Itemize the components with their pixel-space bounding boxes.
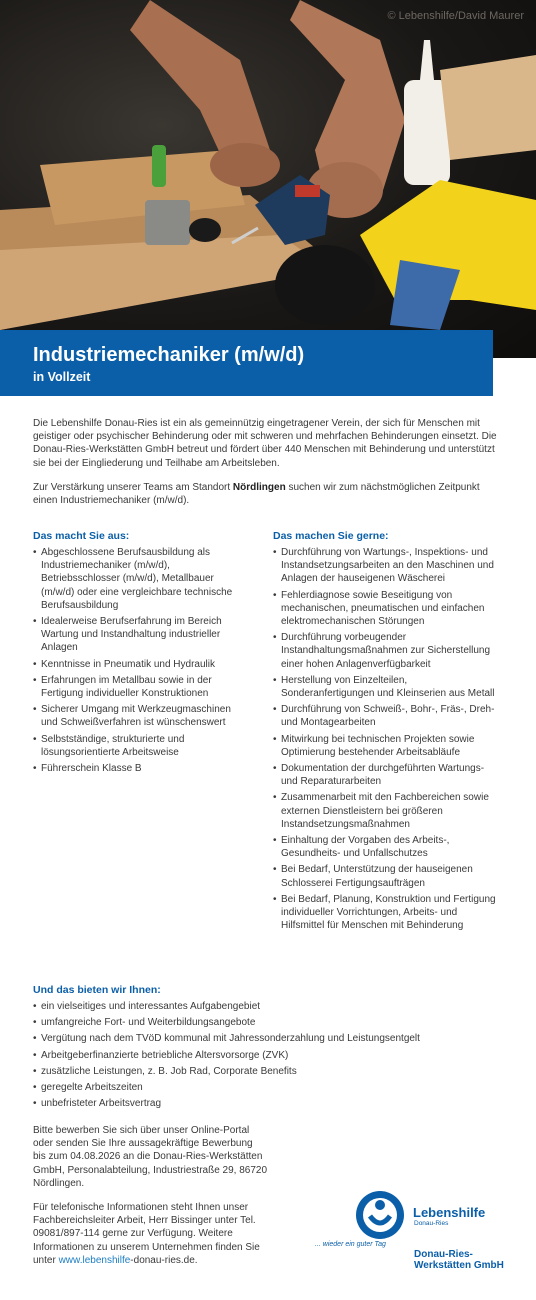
list-item: • zusätzliche Leistungen, z. B. Job Rad, Corporate Benefits — [33, 1065, 503, 1078]
apply-section — [33, 1124, 268, 1267]
list-item: • Kenntnisse in Pneumatik und Hydraulik — [33, 658, 243, 671]
list-item: • Idealerweise Berufserfahrung im Bereich Wartung und Instandhaltung industrieller Anlagen — [33, 615, 243, 655]
toggle-clamp — [145, 200, 190, 245]
profile-heading: Das macht Sie aus: — [33, 530, 130, 542]
job-subtitle: in Vollzeit — [33, 370, 91, 384]
list-item: • Zusammenarbeit mit den Fachbereichen sowie externen Dienstleistern bei größeren Instandsetzungsmaßnahmen — [273, 791, 498, 831]
profile-list — [33, 546, 243, 775]
list-item: • ein vielseitiges und interessantes Aufgabengebiet — [33, 1000, 503, 1013]
benefits-heading: Und das bieten wir Ihnen: — [33, 984, 161, 996]
list-item: • unbefristeter Arbeitsvertrag — [33, 1097, 503, 1110]
workshop-illustration — [0, 0, 536, 358]
tasks-section — [273, 530, 498, 935]
list-item: • Herstellung von Einzelteilen, Sonderanfertigungen und Kleinserien aus Metall — [273, 674, 498, 700]
list-item: • Dokumentation der durchgeführten Wartungs- und Reparaturarbeiten — [273, 762, 498, 788]
apply-paragraph-1: Bitte bewerben Sie sich über unser Online-Portal oder senden Sie Ihre aussagekräftige Bewerbung bis zum 04.08.2026 an die Donau-Ries-Werkstätten GmbH, Personalabteilung, Industriestraße 29, 86720 Nördlingen. — [33, 1125, 268, 1189]
list-item: • Bei Bedarf, Planung, Konstruktion und Fertigung individueller Vorrichtungen, Arbeits- und Hilfsmittel für Menschen mit Behinderung — [273, 893, 498, 933]
list-item: • Arbeitgeberfinanzierte betriebliche Altersvorsorge (ZVK) — [33, 1049, 503, 1062]
list-item: • Sicherer Umgang mit Werkzeugmaschinen und Schweißverfahren ist wünschenswert — [33, 703, 243, 729]
clamp-handle — [152, 145, 166, 187]
logo-region: Donau-Ries — [414, 1220, 449, 1227]
list-item: • Abgeschlossene Berufsausbildung als Industriemechaniker (m/w/d), Betriebsschlosser (m/w/d), Metallbauer (m/w/d) oder eine vergleichbare technische Berufsausbildung — [33, 546, 243, 612]
hero-photo — [0, 0, 536, 358]
apply-paragraph-2: Für telefonische Informationen steht Ihnen unser Fachbereichsleiter Arbeit, Herr Bissinger unter Tel. 09081/897-114 gerne zur Verfügung. Weitere Informationen zu unserem Unternehmen finden Sie unter www.lebenshilfe-donau-ries.de. — [33, 1202, 260, 1266]
list-item: • umfangreiche Fort- und Weiterbildungsangebote — [33, 1016, 503, 1029]
benefits-section — [33, 984, 503, 1113]
website-link[interactable]: www.lebenshilfe — [58, 1254, 131, 1266]
screwdriver-accent — [295, 185, 320, 197]
list-item: • geregelte Arbeitszeiten — [33, 1081, 503, 1094]
list-item: • Durchführung vorbeugender Instandhaltungsmaßnahmen zur Sicherstellung einer hohen Anlagenverfügbarkeit — [273, 631, 498, 671]
list-item: • Erfahrungen im Metallbau sowie in der Fertigung individueller Konstruktionen — [33, 674, 243, 700]
photo-credit-text: Lebenshilfe/David Maurer — [398, 10, 524, 22]
logo-name: Lebenshilfe — [413, 1205, 486, 1220]
blue-tool — [390, 260, 460, 330]
list-item: • Bei Bedarf, Unterstützung der hauseigenen Schlosserei Fertigungsaufträgen — [273, 863, 498, 889]
company-name: Donau-Ries-Werkstätten GmbH — [414, 1249, 504, 1271]
list-item: • Einhaltung der Vorgaben des Arbeits-, Gesundheits- und Unfallschutzes — [273, 834, 498, 860]
glue-nozzle — [420, 40, 434, 80]
tasks-heading: Das machen Sie gerne: — [273, 530, 389, 542]
job-title: Industriemechaniker (m/w/d) — [33, 344, 305, 366]
benefits-list — [33, 1000, 503, 1110]
profile-section — [33, 530, 243, 778]
list-item: • Führerschein Klasse B — [33, 762, 243, 775]
location-name: Nördlingen — [232, 481, 286, 493]
tasks-list — [273, 546, 498, 932]
list-item: • Durchführung von Wartungs-, Inspektions- und Instandsetzungsarbeiten an den Maschinen und Anlagen der hauseigenen Wäscherei — [273, 546, 498, 586]
list-item: • Durchführung von Schweiß-, Bohr-, Fräs-, Dreh- und Montagearbeiten — [273, 703, 498, 729]
wood-stack — [440, 55, 536, 160]
clamp-knob — [189, 218, 221, 242]
list-item: • Mitwirkung bei technischen Projekten sowie Optimierung bestehender Arbeitsabläufe — [273, 733, 498, 759]
logo-slogan: ... wieder ein guter Tag — [315, 1241, 386, 1248]
intro-paragraph-1: Die Lebenshilfe Donau-Ries ist ein als gemeinnützig eingetragener Verein, der sich für Menschen mit geistiger oder psychischer Behinderung oder mit schweren und mehrfachen Behinderungen einsetzt. Die Donau-Ries-Werkstätten GmbH betreut und fördert über 440 Menschen mit Behinderung und unterstützt sie bei der Eingliederung und Teilhabe am Arbeitsleben. — [33, 418, 497, 469]
left-hand — [210, 143, 280, 187]
intro-paragraph-2: Zur Verstärkung unserer Teams am Standort Nördlingen suchen wir zum nächstmöglichen Zeitpunkt einen Industriemechaniker (m/w/d). — [33, 481, 480, 507]
list-item: • Fehlerdiagnose sowie Beseitigung von mechanischen, pneumatischen und einfachen elektromechanischen Störungen — [273, 589, 498, 629]
list-item: • Selbstständige, strukturierte und lösungsorientierte Arbeitsweise — [33, 733, 243, 759]
list-item: • Vergütung nach dem TVöD kommunal mit Jahressonderzahlung und Leistungsentgelt — [33, 1032, 503, 1045]
copyright-symbol: © — [387, 10, 396, 22]
photo-credit — [387, 10, 524, 22]
black-bag — [275, 245, 375, 325]
intro-text — [33, 417, 503, 507]
